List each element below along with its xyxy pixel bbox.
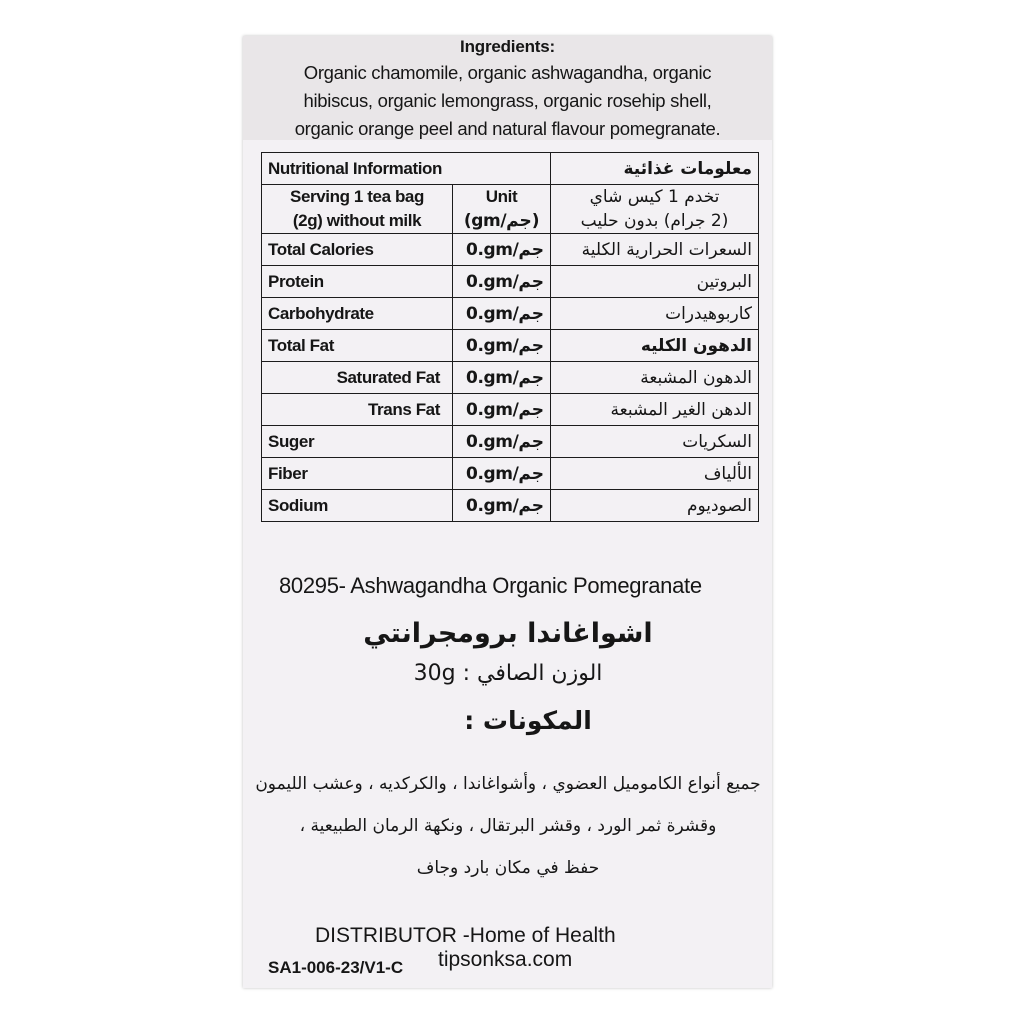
row-value: 0.gm/جم	[453, 266, 551, 298]
row-label-en: Carbohydrate	[262, 298, 453, 330]
nutrition-header-en: Nutritional Information	[262, 153, 551, 185]
row-value: 0.gm/جم	[453, 330, 551, 362]
ingredients-line-2: hibiscus, organic lemongrass, organic rosehip shell,	[303, 90, 712, 111]
row-label-en: Protein	[262, 266, 453, 298]
nutrition-table	[261, 152, 759, 522]
ingredients-ar-line-1: جميع أنواع الكاموميل العضوي ، وأشواغاندا ، والكركديه ، وعشب الليمون	[255, 774, 761, 794]
nutrition-row	[262, 362, 759, 394]
product-name-en: 80295- Ashwagandha Organic Pomegranate	[279, 573, 702, 598]
row-label-ar: كاربوهيدرات	[551, 298, 759, 330]
nutrition-row	[262, 266, 759, 298]
product-name-ar: اشواغاندا برومجرانتي	[363, 618, 653, 649]
nutrition-row	[262, 330, 759, 362]
row-value: 0.gm/جم	[453, 298, 551, 330]
row-label-en: Total Fat	[262, 330, 453, 362]
row-value: 0.gm/جم	[453, 234, 551, 266]
distributor: DISTRIBUTOR -Home of Health	[315, 924, 616, 947]
row-label-ar: الدهن الغير المشبعة	[551, 394, 759, 426]
serving-en-line-1: Serving 1 tea bag	[290, 187, 424, 206]
row-label-en: Suger	[262, 426, 453, 458]
serving-en	[262, 185, 453, 234]
serving-ar-line-1: تخدم 1 كيس شاي	[589, 187, 720, 207]
row-label-ar: الدهون المشبعة	[551, 362, 759, 394]
serving-ar	[551, 185, 759, 234]
unit-value: (gm/جم)	[463, 211, 540, 231]
ingredients-ar-line-3: حفظ في مكان بارد وجاف	[416, 858, 600, 878]
row-value: 0.gm/جم	[453, 490, 551, 522]
nutrition-header-ar: معلومات غذائية	[551, 153, 759, 185]
row-label-en: Saturated Fat	[262, 362, 453, 394]
ingredients-line-1: Organic chamomile, organic ashwagandha, organic	[303, 62, 712, 83]
row-value: 0.gm/جم	[453, 394, 551, 426]
unit-label: Unit	[485, 187, 518, 206]
nutrition-row	[262, 394, 759, 426]
row-label-ar: الألياف	[551, 458, 759, 490]
row-label-ar: الدهون الكليه	[551, 330, 759, 362]
nutrition-row	[262, 298, 759, 330]
ingredients-title: Ingredients:	[460, 37, 555, 56]
row-label-ar: السكريات	[551, 426, 759, 458]
net-weight: الوزن الصافي : 30g	[413, 661, 603, 686]
row-label-ar: البروتين	[551, 266, 759, 298]
row-value: 0.gm/جم	[453, 458, 551, 490]
row-label-ar: الصوديوم	[551, 490, 759, 522]
nutrition-row	[262, 458, 759, 490]
unit-cell	[453, 185, 551, 234]
serving-en-line-2: (2g) without milk	[292, 211, 422, 230]
nutrition-row	[262, 234, 759, 266]
ingredients-ar-title: المكونات :	[464, 706, 592, 735]
ingredients-band	[243, 36, 772, 140]
row-value: 0.gm/جم	[453, 426, 551, 458]
ingredients-line-3: organic orange peel and natural flavour pomegranate.	[294, 118, 721, 139]
website: tipsonksa.com	[438, 948, 573, 971]
row-label-en: Trans Fat	[262, 394, 453, 426]
row-label-ar: السعرات الحرارية الكلية	[551, 234, 759, 266]
row-label-en: Total Calories	[262, 234, 453, 266]
nutrition-row	[262, 490, 759, 522]
row-label-en: Sodium	[262, 490, 453, 522]
product-code: SA1-006-23/V1-C	[268, 958, 404, 977]
product-label	[243, 36, 772, 988]
nutrition-header-row	[262, 153, 759, 185]
serving-ar-line-2: (2 جرام) بدون حليب	[580, 211, 729, 231]
row-label-en: Fiber	[262, 458, 453, 490]
row-value: 0.gm/جم	[453, 362, 551, 394]
nutrition-row	[262, 426, 759, 458]
ingredients-ar-line-2: وقشرة ثمر الورد ، وقشر البرتقال ، ونكهة الرمان الطبيعية ،	[299, 816, 717, 836]
serving-row	[262, 185, 759, 234]
